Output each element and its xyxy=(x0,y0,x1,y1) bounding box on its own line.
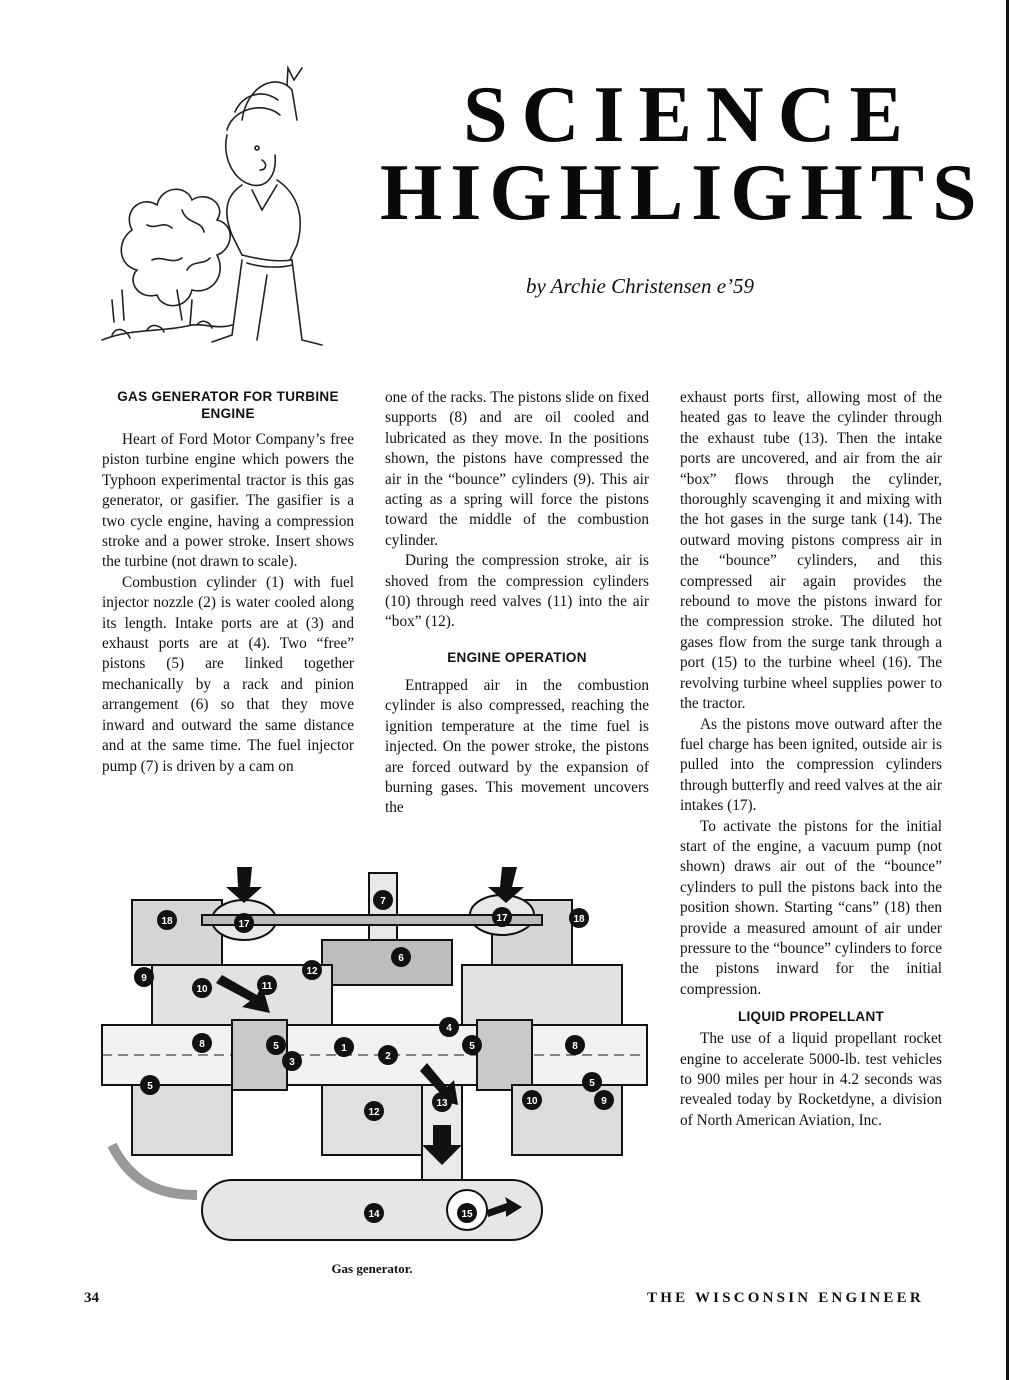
paragraph: Combustion cylinder (1) with fuel injector nozzle (2) is water cooled along its length. Intake ports are at (3) and exhaust ports are at (4). Two “free” pistons (5) are linked together mechanically by a rack and pinion arrangement (6) so that they move inward and outward the same distance and at the same time. The fuel injector pump (7) is driven by a cam on xyxy=(102,573,354,775)
page-number: 34 xyxy=(84,1290,99,1306)
paragraph: The use of a liquid propellant rocket engine to accelerate 5000-lb. test vehicles to 900 miles per hour in 4.2 seconds was revealed today by Rocketdyne, a division of North American Aviation, Inc. xyxy=(680,1030,942,1129)
bounce-cylinder-left xyxy=(132,1085,232,1155)
paragraph: one of the racks. The pistons slide on fixed supports (8) and are oil cooled and lubricated as they move. In the positions shown, the pistons have compressed the air in the “bounce” cylinders (9). This air acting as a spring will force the pistons toward the middle of the combustion cylinder. xyxy=(385,389,649,549)
column-2 xyxy=(385,388,649,819)
title-science: SCIENCE xyxy=(463,71,917,159)
section-heading-engine-operation: ENGINE OPERATION xyxy=(447,649,587,665)
svg-text:9: 9 xyxy=(601,1096,607,1107)
label-8-left xyxy=(192,1033,212,1053)
paragraph: As the pistons move outward after the fuel charge has been ignited, outside air is pulled into the compression cylinders through butterfly and reed valves at the air intakes (17). xyxy=(680,715,942,815)
starting-can-left xyxy=(132,900,222,965)
rack-housing xyxy=(322,940,452,985)
paragraph: exhaust ports first, allowing most of the heated gas to leave the cylinder through the exhaust tube (13). Then the intake ports are uncovered, and air from the air “box” flows through the cylinder, thoroughly scavenging it and mixing with the hot gases in the surge tank (14). The outward moving pistons compress air in the “bounce” cylinders, and this compressed air again provides the rebound to move the pistons inward for the compression stroke. The diluted hot gases flow from the surge tank through a port (15) to the turbine wheel (16). The revolving turbine wheel supplies power to the tractor. xyxy=(680,389,942,713)
svg-text:17: 17 xyxy=(238,919,250,930)
piston-left xyxy=(232,1020,287,1090)
label-7 xyxy=(373,890,393,910)
arrow-intake-left xyxy=(226,867,262,903)
piston-right xyxy=(477,1020,532,1090)
svg-text:2: 2 xyxy=(385,1051,391,1062)
label-1 xyxy=(334,1037,354,1057)
compression-cylinder-right xyxy=(462,965,622,1025)
label-3 xyxy=(282,1051,302,1071)
label-6 xyxy=(391,947,411,967)
paragraph: During the compression stroke, air is shoved from the compression cylinders (10) through reed valves (11) into the air “box” (12). xyxy=(385,552,649,631)
title-highlights: HIGHLIGHTS xyxy=(380,149,985,237)
svg-text:15: 15 xyxy=(461,1209,473,1220)
svg-text:10: 10 xyxy=(196,984,208,995)
label-5-mid xyxy=(462,1035,482,1055)
svg-text:1: 1 xyxy=(341,1043,347,1054)
svg-text:8: 8 xyxy=(199,1039,205,1050)
label-5-left xyxy=(266,1035,286,1055)
svg-text:9: 9 xyxy=(141,973,147,984)
svg-text:6: 6 xyxy=(398,953,404,964)
label-15 xyxy=(457,1203,477,1223)
svg-text:14: 14 xyxy=(368,1209,380,1220)
label-2 xyxy=(378,1045,398,1065)
paragraph: To activate the pistons for the initial start of the engine, a vacuum pump (not shown) draws air out of the “bounce” cylinders to pull the pistons back into the position shown. Starting “cans” (18) then provide a measured amount of air under pressure to the “bounce” cylinders to force the pistons inward for the initial compression. xyxy=(680,817,942,998)
svg-text:5: 5 xyxy=(589,1078,595,1089)
label-12-top xyxy=(302,960,322,980)
svg-text:5: 5 xyxy=(273,1041,279,1052)
svg-text:8: 8 xyxy=(572,1041,578,1052)
column-1 xyxy=(102,388,354,777)
label-18-left xyxy=(157,910,177,930)
svg-text:18: 18 xyxy=(573,914,585,925)
label-9-right xyxy=(594,1090,614,1110)
svg-text:5: 5 xyxy=(469,1041,475,1052)
svg-text:10: 10 xyxy=(526,1096,538,1107)
svg-text:11: 11 xyxy=(261,981,273,992)
section-heading-liquid-propellant: LIQUID PROPELLANT xyxy=(737,1009,885,1025)
section-heading-gas-generator: GAS GENERATOR FOR TURBINE ENGINE xyxy=(117,389,339,421)
svg-text:3: 3 xyxy=(289,1057,295,1068)
label-14 xyxy=(364,1203,384,1223)
label-17-left xyxy=(234,913,254,933)
figure-caption: Gas generator. xyxy=(331,1261,413,1276)
paragraph: Heart of Ford Motor Company’s free piston turbine engine which powers the Typhoon experimental tractor is this gas generator, or gasifier. The gasifier is a two cycle engine, having a compression stroke and a power stroke. Insert shows the turbine (not drawn to scale). xyxy=(102,431,354,571)
label-11 xyxy=(257,975,277,995)
label-13 xyxy=(432,1092,452,1112)
label-10-right xyxy=(522,1090,542,1110)
svg-text:4: 4 xyxy=(446,1023,452,1034)
paragraph: Entrapped air in the combustion cylinder is also compressed, reaching the ignition temperature at the time fuel is injected. On the power stroke, the pistons are forced outward by the expansion of burning gases. This movement uncovers the xyxy=(385,676,649,817)
label-8-right xyxy=(565,1035,585,1055)
svg-text:18: 18 xyxy=(161,916,173,927)
label-17-right xyxy=(492,907,512,927)
label-4 xyxy=(439,1017,459,1037)
label-12-bottom xyxy=(364,1101,384,1121)
publication-name: THE WISCONSIN ENGINEER xyxy=(647,1290,924,1306)
svg-text:13: 13 xyxy=(436,1098,448,1109)
cartoon-illustration xyxy=(92,60,342,350)
column-3 xyxy=(680,388,942,1131)
svg-text:12: 12 xyxy=(368,1107,380,1118)
label-18-right xyxy=(569,908,589,928)
byline: by Archie Christensen e’59 xyxy=(525,274,755,298)
label-5-lower-left xyxy=(140,1075,160,1095)
svg-text:12: 12 xyxy=(306,966,318,977)
gas-generator-diagram xyxy=(92,855,652,1260)
label-10-left xyxy=(192,978,212,998)
label-5-lower-right xyxy=(582,1072,602,1092)
svg-text:17: 17 xyxy=(496,913,508,924)
label-9-left xyxy=(134,967,154,987)
svg-text:5: 5 xyxy=(147,1081,153,1092)
svg-text:7: 7 xyxy=(380,896,386,907)
